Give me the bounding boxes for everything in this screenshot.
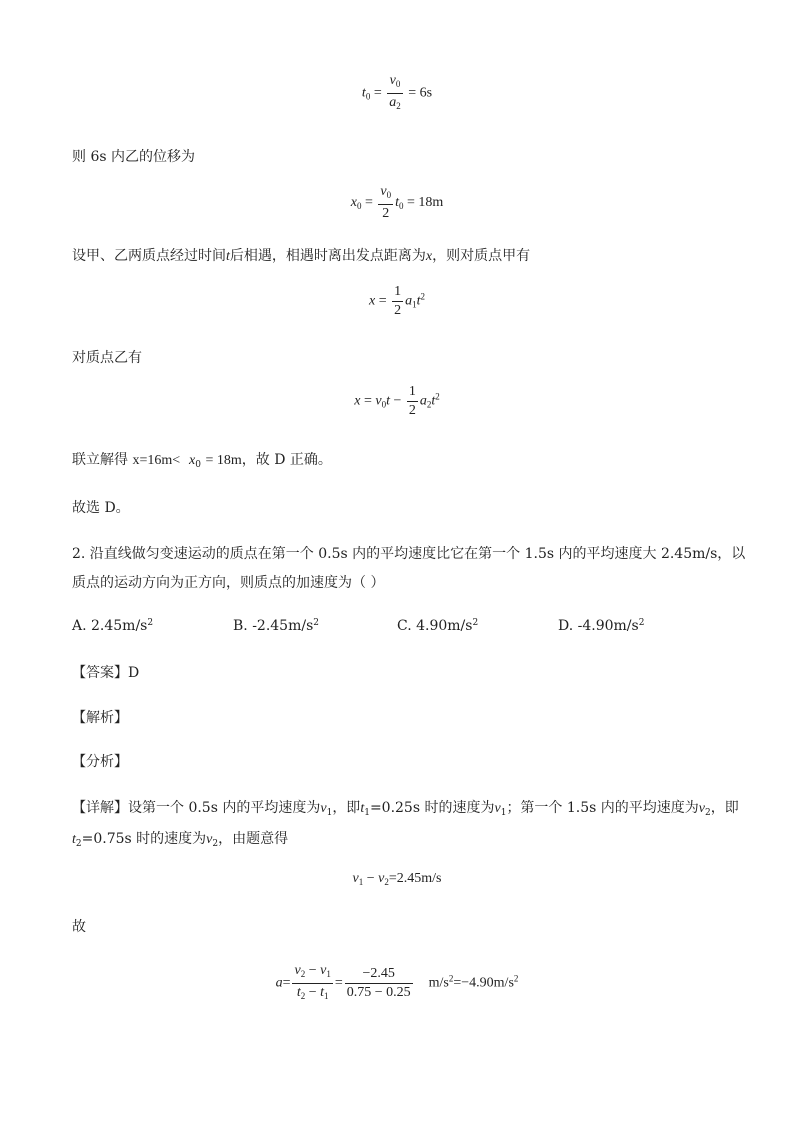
equation-x0: $x_0$ = $\frac{v_0}{2}$ $t_0 = 18m$ [350,184,444,221]
paragraph-therefore: 故 [72,919,86,935]
paragraph-solution: 联立解得 $x=16m< x_0 = 18m$，故 D 正确。 [72,452,332,470]
paragraph-choice-d: 故选 D。 [72,500,130,516]
equation-particle-a: x = $\frac{1}{2}$ $a_1t^2$ [368,284,425,318]
detail-line-2: $t_2=0.75s$ 时的速度为$v_2$，由题意得 [72,831,289,849]
paragraph-displacement-intro: 则 6s 内乙的位移为 [72,149,195,165]
option-c: C. $4.90m/s^2$ [397,618,479,634]
question-2-line-2: 质点的运动方向为正方向，则质点的加速度为（ ） [72,575,385,591]
option-b: B. $-2.45m/s^2$ [233,618,320,634]
option-a: A. $2.45m/s^2$ [72,618,154,634]
question-2-line-1: 2. 沿直线做匀变速运动的质点在第一个 0.5s 内的平均速度比它在第一个 1.5s 内的平均速度大 2.45m/s，以 [72,546,746,562]
answer-tag: 【答案】 [72,665,128,681]
answer-line [72,662,139,682]
equation-particle-b: $x = v_0t$ − $\frac{1}{2}$ $a_2t^2$ [354,384,440,418]
fenxi-tag: 【分析】 [72,754,128,770]
equation-t0: $t_0$ = $\frac{v_0}{a_2}$ = 6s [361,73,433,111]
paragraph-meeting-setup: 设甲、乙两质点经过时间t后相遇，相遇时离出发点距离为x，则对质点甲有 [72,248,531,264]
analysis-tag: 【解析】 [72,710,128,726]
equation-acceleration: a= $\frac{v_2 - v_1}{t_2 - t_1}$ = $\frac{-2.45}{0.75 - 0.25}$ $m/s^2=-4.90m/s^2$ [275,963,519,1001]
answer-value: D [128,665,140,681]
detail-line-1: 【详解】设第一个 0.5s 内的平均速度为$v_1$，即$t_1=0.25s$ 时的速度为$v_1$；第一个 1.5s 内的平均速度为$v_2$，即 [72,800,739,818]
paragraph-particle-b-intro: 对质点乙有 [72,350,142,366]
option-d: D. $-4.90m/s^2$ [558,618,645,634]
equation-velocity-difference: $v_1 - v_2=2.45m/s$ [352,871,442,887]
